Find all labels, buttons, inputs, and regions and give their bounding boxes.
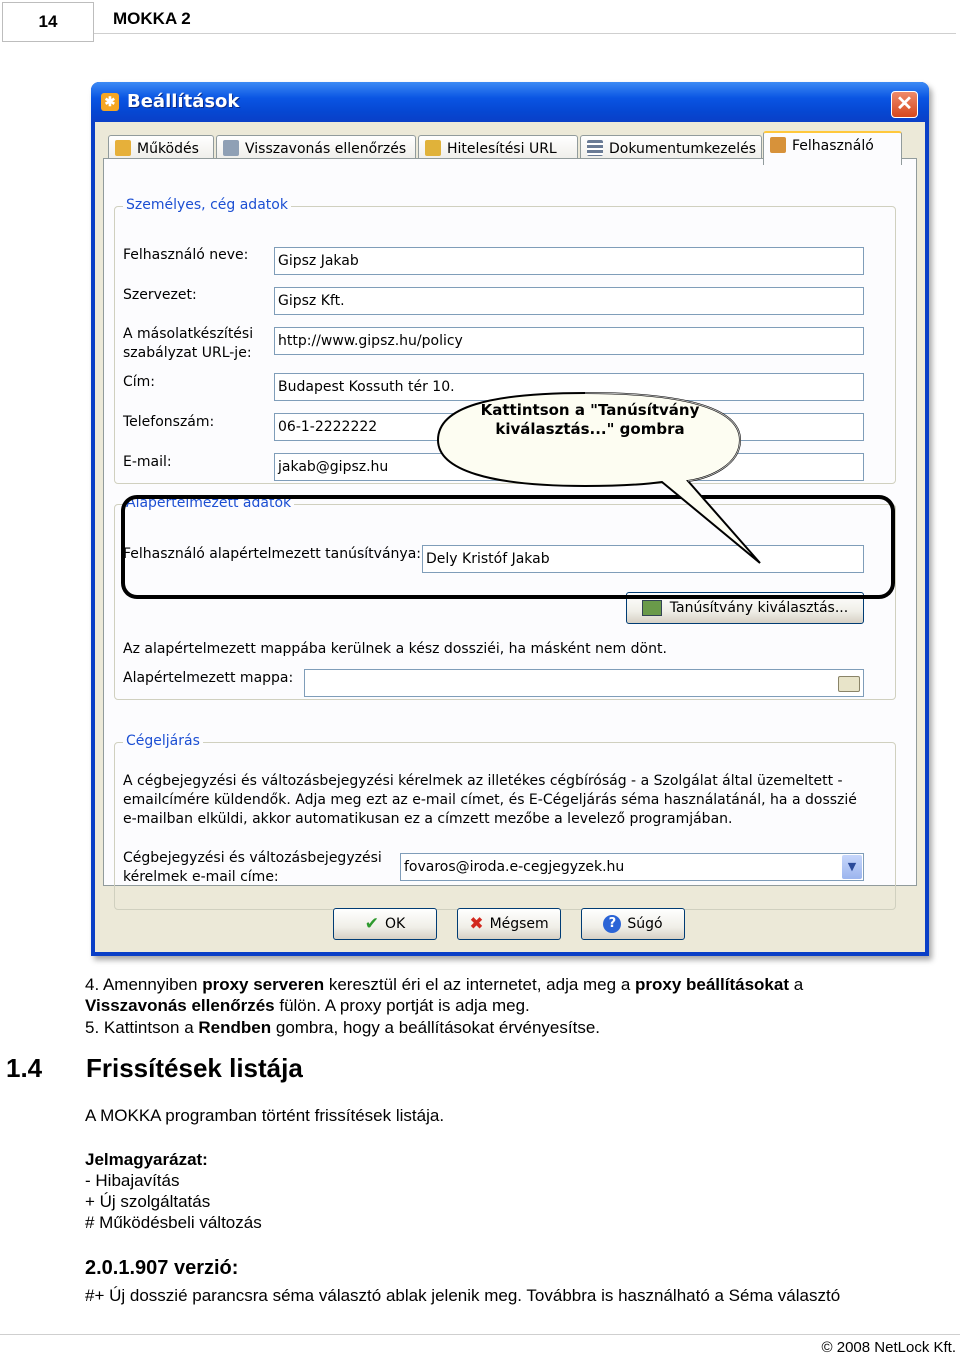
select-value: fovaros@iroda.e-cegjegyzek.hu — [404, 859, 625, 875]
organization-field[interactable]: Gipsz Kft. — [274, 287, 864, 315]
key-icon — [425, 140, 441, 156]
section-number: 1.4 — [6, 1053, 43, 1083]
hand-icon — [115, 140, 131, 156]
tab-label: Visszavonás ellenőrzés — [245, 141, 407, 157]
chevron-down-icon[interactable]: ▼ — [842, 855, 862, 879]
company-email-select[interactable] — [400, 853, 864, 881]
document-title: MOKKA 2 — [113, 9, 191, 28]
field-label: Felhasználó alapértelmezett tanúsítványa: — [123, 546, 421, 562]
button-label: Mégsem — [489, 916, 549, 932]
step-text: gombra, hogy a beállításokat érvényesítse. — [271, 1018, 600, 1037]
group-title: Cégeljárás — [123, 733, 203, 749]
button-label: Súgó — [627, 916, 663, 932]
default-folder-field[interactable] — [304, 669, 864, 697]
section-intro: A MOKKA programban történt frissítések listája. — [85, 1106, 445, 1125]
help-button[interactable] — [581, 908, 685, 940]
step-text: 5. Kattintson a — [85, 1018, 199, 1037]
step-emphasis: Rendben — [198, 1018, 272, 1037]
list-icon — [587, 140, 603, 156]
step-5 — [85, 1017, 600, 1038]
users-icon — [770, 137, 786, 153]
field-label: Alapértelmezett mappa: — [123, 670, 294, 686]
step-emphasis: proxy serveren — [202, 975, 325, 994]
folder-note: Az alapértelmezett mappába kerülnek a kész dossziéi, ha másként nem dönt. — [123, 641, 667, 657]
step-emphasis: proxy beállításokat — [635, 975, 790, 994]
tab-label: Felhasználó — [792, 138, 874, 154]
username-field[interactable]: Gipsz Jakab — [274, 247, 864, 275]
company-description: A cégbejegyzési és változásbejegyzési kérelmek az illetékes cégbíróság - a Szolgálat által üzemeltett - — [123, 773, 843, 789]
window-title: Beállítások — [127, 91, 240, 112]
policy-url-field[interactable]: http://www.gipsz.hu/policy — [274, 327, 864, 355]
window-titlebar — [91, 82, 929, 122]
legend-title: Jelmagyarázat: — [85, 1150, 208, 1169]
page-number: 14 — [2, 2, 94, 42]
certificate-icon — [223, 140, 239, 156]
callout-text: Kattintson a "Tanúsítvány kiválasztás..." gombra — [480, 401, 700, 438]
group-title: Személyes, cég adatok — [123, 197, 291, 213]
header-divider — [94, 33, 956, 34]
address-field[interactable]: Budapest Kossuth tér 10. — [274, 373, 864, 401]
field-label: Cím: — [123, 374, 156, 390]
footer-divider — [0, 1334, 960, 1335]
version-entry: #+ Új dosszié parancsra séma választó ablak jelenik meg. Továbbra is használható a Séma választó — [85, 1286, 841, 1305]
field-label: Telefonszám: — [123, 414, 215, 430]
field-label: Felhasználó neve: — [123, 247, 249, 263]
phone-field[interactable]: 06-1-2222222 — [274, 413, 864, 441]
question-icon: ? — [603, 915, 621, 933]
company-description: emailcímére küldendők. Adja meg ezt az e-mail címet, és E-Cégeljárás séma használatánál, ha a dosszié — [123, 792, 857, 808]
tab-label: Hitelesítési URL — [447, 141, 557, 157]
cross-icon: ✖ — [469, 914, 484, 934]
step-4 — [85, 974, 935, 1016]
section-title: Frissítések listája — [86, 1053, 303, 1083]
version-heading: 2.0.1.907 verzió: — [85, 1257, 239, 1279]
step-text: keresztül éri el az internetet, adja meg a — [324, 975, 635, 994]
ok-button[interactable] — [333, 908, 437, 940]
tab-label: Működés — [137, 141, 199, 157]
close-button[interactable]: ✕ — [891, 91, 918, 118]
button-label: Tanúsítvány kiválasztás... — [669, 600, 849, 616]
legend-item: # Működésbeli változás — [85, 1213, 262, 1232]
step-text: fülön. A proxy portját is adja meg. — [274, 996, 530, 1015]
folder-icon[interactable] — [838, 676, 860, 692]
settings-app-icon: ✱ — [101, 93, 119, 111]
cancel-button[interactable] — [457, 908, 561, 940]
button-label: OK — [385, 916, 406, 932]
email-field[interactable]: jakab@gipsz.hu — [274, 453, 864, 481]
tab-label: Dokumentumkezelés — [609, 141, 756, 157]
step-text: 4. Amennyiben — [85, 975, 203, 994]
company-description: e-mailban elküldi, akkor automatikusan ez a címzett mezőbe a levelező programjában. — [123, 811, 733, 827]
group-title: Alapértelmezett adatok — [123, 495, 294, 511]
section-heading — [6, 1053, 303, 1084]
tab-felhasznalo[interactable] — [763, 131, 902, 165]
checkmark-icon: ✔ — [364, 914, 380, 934]
field-label: A másolatkészítési szabályzat URL-je: — [123, 326, 254, 361]
copyright: © 2008 NetLock Kft. — [821, 1339, 956, 1356]
certificate-icon — [642, 600, 662, 616]
legend-item: + Új szolgáltatás — [85, 1192, 211, 1211]
field-label: Cégbejegyzési és változásbejegyzési kérelmek e-mail címe: — [123, 850, 382, 885]
default-certificate-field[interactable]: Dely Kristóf Jakab — [422, 545, 864, 573]
field-label: E-mail: — [123, 454, 172, 470]
step-text: a — [789, 975, 804, 994]
step-emphasis: Visszavonás ellenőrzés — [85, 996, 275, 1015]
legend-item: - Hibajavítás — [85, 1171, 180, 1190]
field-label: Szervezet: — [123, 287, 197, 303]
